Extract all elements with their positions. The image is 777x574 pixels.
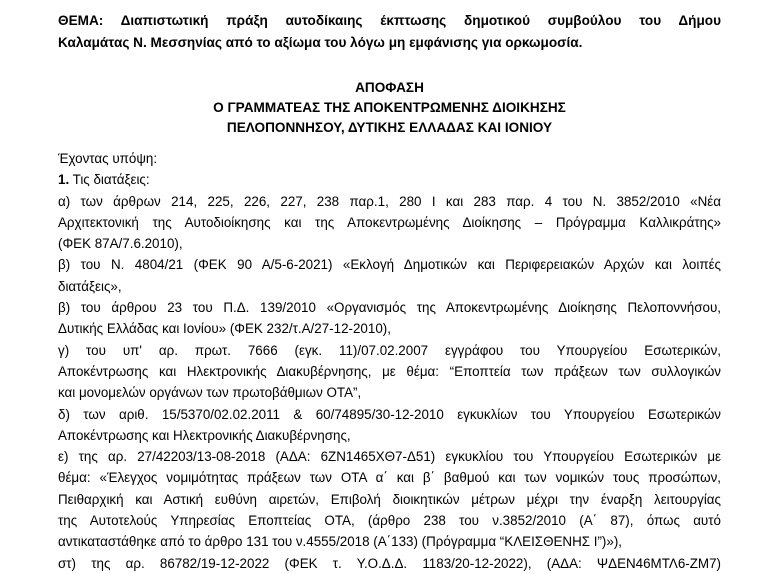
clause-c-line-2: Αποκέντρωσης και Ηλεκτρονικής Διακυβέρνησης, με θέμα: “Εποπτεία των πράξεων των συλλογικών	[58, 363, 721, 379]
decision-title: ΑΠΟΦΑΣΗ	[355, 80, 424, 95]
clause-b2-line-1: β) του άρθρου 23 του Π.Δ. 139/2010 «Οργανισμός της Αποκεντρωμένης Διοίκησης Πελοποννήσου,	[58, 300, 721, 316]
item-1-label: Τις διατάξεις:	[69, 172, 150, 188]
issuer-line-2: ΠΕΛΟΠΟΝΝΗΣΟΥ, ΔΥΤΙΚΗΣ ΕΛΛΑΔΑΣ ΚΑΙ ΙΟΝΙΟΥ	[226, 120, 553, 135]
clause-a-line-1: α) των άρθρων 214, 225, 226, 227, 238 παρ.1, 280 Ι και 283 παρ. 4 του Ν. 3852/2010 «Νέα	[58, 193, 721, 209]
subject-line-1: ΘΕΜΑ: Διαπιστωτική πράξη αυτοδίκαιης έκπτωσης δημοτικού συμβούλου του Δήμου	[58, 13, 721, 28]
clause-st-line-1: στ) της αρ. 86782/19-12-2022 (ΦΕΚ τ. Υ.Ο.Δ.Δ. 1183/20-12-2022), (ΑΔΑ: ΨΔΕΝ46ΜΤΛ6-ΖΜ7)	[58, 555, 721, 571]
clause-e-line-4: της Αυτοτελούς Υπηρεσίας Εποπτείας ΟΤΑ, (άρθρο 238 του ν.3852/2010 (Α΄ 87), όπως αυτό	[58, 513, 721, 529]
clause-a	[58, 191, 721, 255]
clause-b2-line-2: Δυτικής Ελλάδας και Ιονίου» (ΦΕΚ 232/τ.Α/27-12-2010),	[58, 321, 391, 337]
clause-b1	[58, 254, 721, 297]
document-page	[58, 10, 721, 574]
decision-header	[58, 78, 721, 138]
clause-c-line-1: γ) του υπ' αρ. πρωτ. 7666 (εγκ. 11)/07.02.2007 εγγράφου του Υπουργείου Εσωτερικών,	[58, 342, 721, 358]
clause-b1-line-1: β) του Ν. 4804/21 (ΦΕΚ 90 Α/5-6-2021) «Εκλογή Δημοτικών και Περιφερειακών Αρχών και λοιπές	[58, 257, 721, 273]
clause-d	[58, 404, 721, 447]
clause-st	[58, 553, 721, 574]
item-1	[58, 169, 721, 190]
intro-text: Έχοντας υπόψη:	[58, 151, 158, 166]
clause-d-line-1: δ) των αριθ. 15/5370/02.02.2011 & 60/74895/30-12-2010 εγκυκλίων του Υπουργείου Εσωτερικών	[58, 406, 721, 422]
clause-b2	[58, 297, 721, 340]
clause-e-line-1: ε) της αρ. 27/42203/13-08-2018 (ΑΔΑ: 6ΖΝ1465ΧΘ7-Δ51) εγκυκλίου του Υπουργείου Εσωτερικών με	[58, 449, 721, 465]
clause-d-line-2: Αποκέντρωσης και Ηλεκτρονικής Διακυβέρνησης,	[58, 427, 351, 443]
issuer-line-1: Ο ΓΡΑΜΜΑΤΕΑΣ ΤΗΣ ΑΠΟΚΕΝΤΡΩΜΕΝΗΣ ΔΙΟΙΚΗΣΗΣ	[213, 100, 566, 115]
clause-a-line-3: (ΦΕΚ 87Α/7.6.2010),	[58, 236, 183, 252]
item-1-number: 1.	[58, 172, 70, 188]
clause-e-line-5: αντικαταστάθηκε από το άρθρο 131 του ν.4555/2018 (Α΄133) (Πρόγραμμα “ΚΛΕΙΣΘΕΝΗΣ Ι”)»),	[58, 534, 623, 550]
clause-c-line-3: και μονομελών οργάνων των πρωτοβάθμιων ΟΤΑ”,	[58, 385, 362, 401]
clause-e-line-2: θέμα: «Έλεγχος νομιμότητας πράξεων των ΟΤΑ α΄ και β΄ βαθμού και των νομικών τους προσώπων,	[58, 470, 721, 486]
clause-a-line-2: Αρχιτεκτονική της Αυτοδιοίκησης και της Αποκεντρωμένης Διοίκησης – Πρόγραμμα Καλλικράτης»	[58, 214, 721, 230]
clause-c	[58, 340, 721, 404]
document-body	[58, 148, 721, 574]
subject-line-2: Καλαμάτας Ν. Μεσσηνίας από το αξίωμα του λόγω μη εμφάνισης για ορκωμοσία.	[58, 35, 583, 50]
clause-e-line-3: Πειθαρχική και Αστική ευθύνη αιρετών, Επιβολή διοικητικών μέτρων μέχρι την έναρξη λειτουργίας	[58, 491, 721, 507]
subject-heading	[58, 10, 721, 54]
clause-e	[58, 446, 721, 552]
clause-b1-line-2: διατάξεις»,	[58, 278, 122, 294]
